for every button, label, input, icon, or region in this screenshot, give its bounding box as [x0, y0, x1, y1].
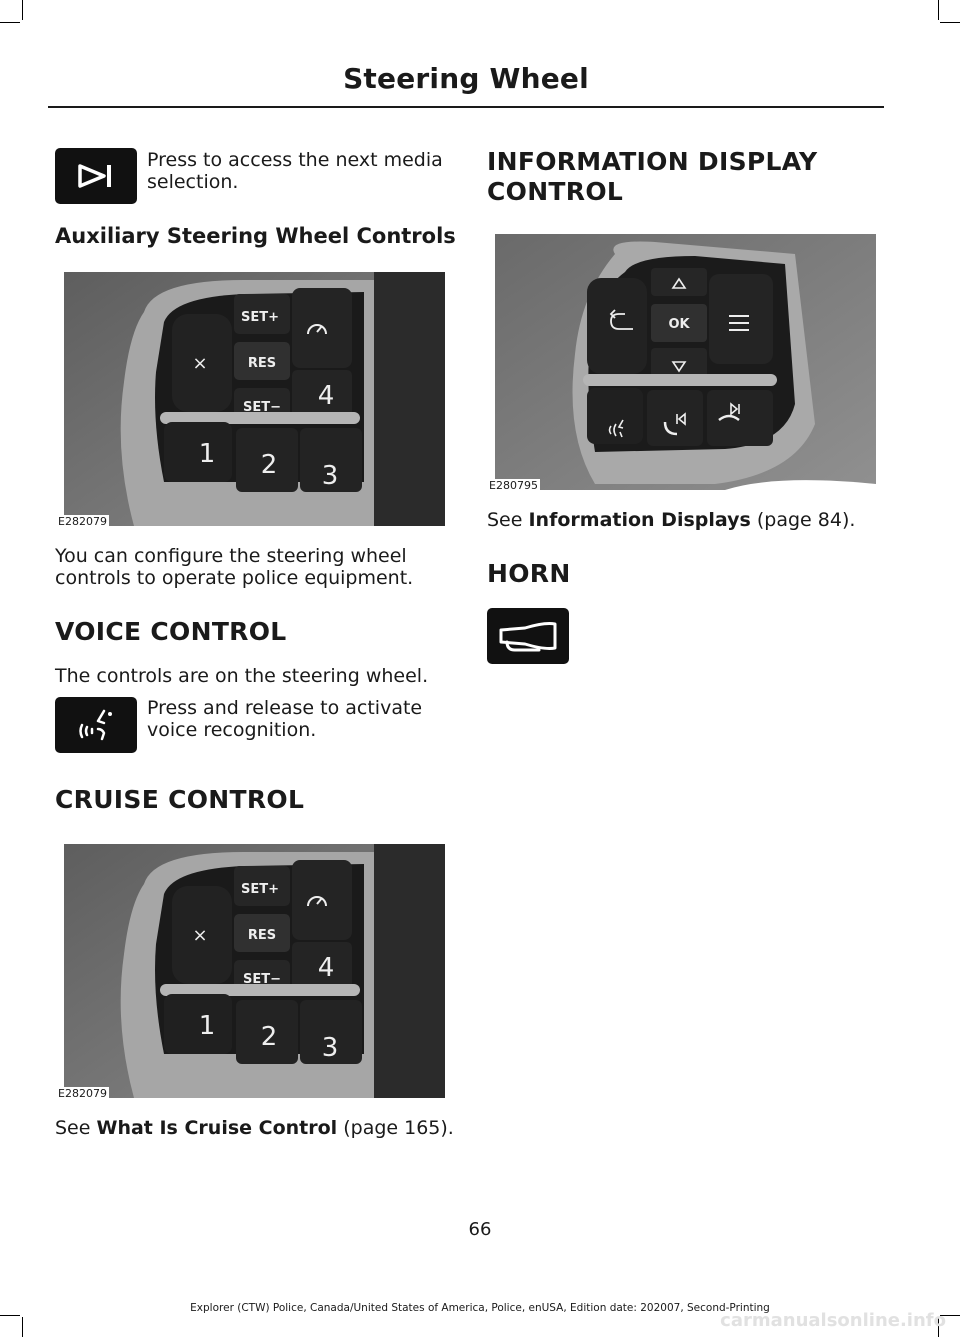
- see-label: See: [55, 1117, 97, 1139]
- set-minus-label: SET−: [242, 400, 282, 415]
- info-display-heading: INFORMATION DISPLAY CONTROL: [487, 147, 818, 206]
- footer-text: Explorer (CTW) Police, Canada/United States of America, Police, enUSA, Edition date: 202007, Second-Printing: [190, 1302, 770, 1314]
- skip-forward-icon: [55, 148, 137, 204]
- information-displays-link[interactable]: Information Displays: [528, 509, 751, 531]
- page-reference: (page 84).: [750, 509, 856, 531]
- aux-controls-description: You can configure the steering wheel controls to operate police equipment.: [55, 545, 414, 589]
- crop-mark: [22, 0, 23, 20]
- image-code: E282079: [58, 1087, 107, 1100]
- page-title: Steering Wheel: [343, 62, 589, 95]
- crop-mark: [22, 1317, 23, 1337]
- cruise-control-link[interactable]: What Is Cruise Control: [96, 1117, 338, 1139]
- image-code: E282079: [58, 515, 107, 528]
- image-code: E280795: [489, 479, 538, 492]
- set-plus-label: SET+: [240, 310, 280, 325]
- cancel-icon: ×: [192, 925, 208, 946]
- info-display-photo: [495, 234, 876, 490]
- watermark: carmanualsonline.info: [720, 1310, 946, 1331]
- aux-controls-heading: Auxiliary Steering Wheel Controls: [55, 224, 456, 248]
- page-reference: (page 165).: [337, 1117, 454, 1139]
- cruise-control-heading: CRUISE CONTROL: [55, 785, 305, 814]
- horn-heading: HORN: [487, 559, 571, 588]
- cruise-control-reference: [55, 1117, 455, 1139]
- voice-control-description: Press and release to activate voice recognition.: [147, 697, 423, 741]
- res-label: RES: [247, 928, 277, 943]
- set-plus-label: SET+: [240, 882, 280, 897]
- crop-mark: [0, 22, 20, 23]
- res-label: RES: [247, 356, 277, 371]
- voice-recognition-icon: [55, 697, 137, 753]
- button-1-label: 1: [198, 1011, 216, 1041]
- crop-mark: [0, 1315, 20, 1316]
- button-4-label: 4: [317, 381, 335, 411]
- header-divider: [48, 106, 884, 108]
- info-display-reference: [487, 509, 887, 531]
- button-4-label: 4: [317, 953, 335, 983]
- button-2-label: 2: [260, 450, 278, 480]
- next-media-description: Press to access the next media selection.: [147, 149, 443, 193]
- page-number: 66: [468, 1219, 492, 1240]
- button-3-label: 3: [321, 461, 339, 491]
- ok-label: OK: [668, 317, 690, 332]
- button-1-label: 1: [198, 439, 216, 469]
- crop-mark: [940, 22, 960, 23]
- aux-controls-photo: [64, 272, 445, 526]
- cruise-controls-photo: [64, 844, 445, 1098]
- crop-mark: [938, 0, 939, 20]
- voice-control-intro: The controls are on the steering wheel.: [55, 665, 429, 687]
- set-minus-label: SET−: [242, 972, 282, 987]
- cancel-icon: ×: [192, 353, 208, 374]
- voice-control-heading: VOICE CONTROL: [55, 617, 287, 646]
- button-2-label: 2: [260, 1022, 278, 1052]
- horn-icon: [487, 608, 569, 664]
- see-label: See: [487, 509, 529, 531]
- button-3-label: 3: [321, 1033, 339, 1063]
